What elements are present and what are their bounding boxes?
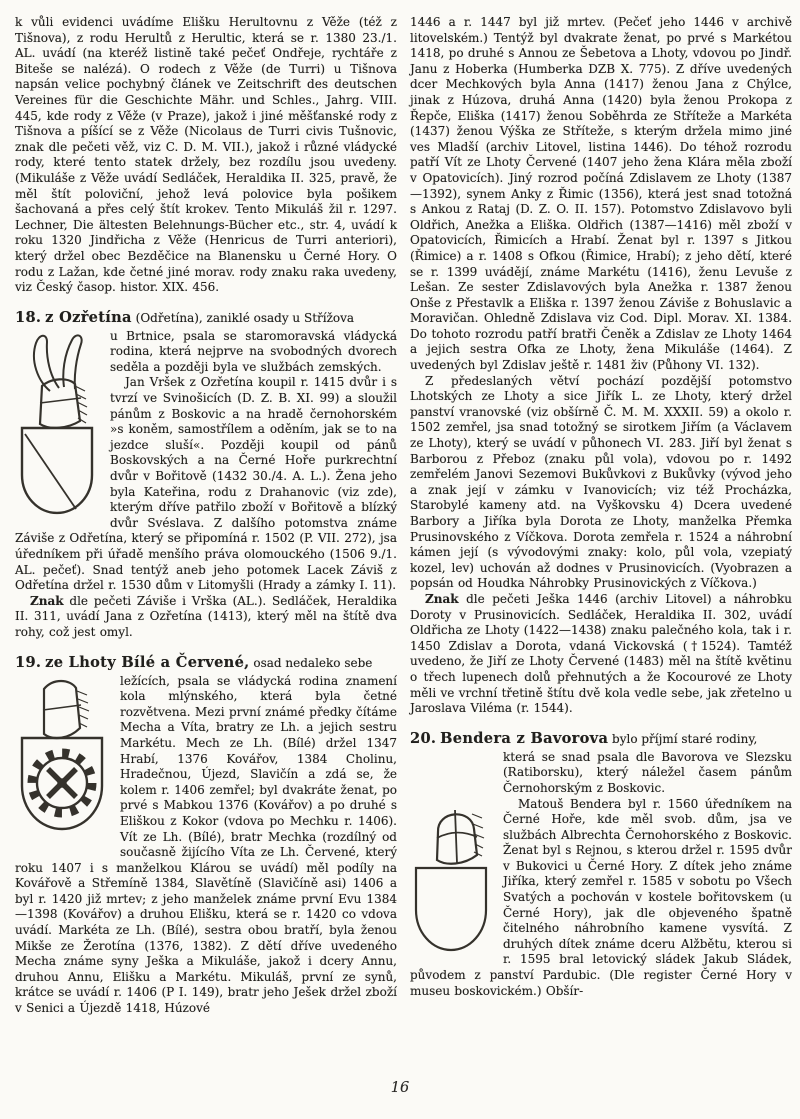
section-number: 19. bbox=[15, 653, 42, 671]
section-lead: osad nedaleko sebe bbox=[253, 655, 373, 670]
section-lead: bylo příjmí staré rodiny, bbox=[612, 731, 758, 746]
znak-paragraph bbox=[410, 592, 792, 717]
left-column bbox=[15, 15, 397, 1017]
section-19-heading bbox=[15, 654, 397, 672]
section-19-lhota bbox=[15, 654, 397, 1017]
paragraph: Z předeslaných větví pochází pozdější potomstvo Lhotských ze Lhoty a sice Jiřík L. ze Lhoty, který držel panství vranovské (viz obšírně Č. M. M. XXXII. 59) a okolo r. 1502 zemřel, jsa snad totožný se sirotkem Jiřím (a Václavem ze Lhoty), který se uvádí v půhonech VI. 283. Jiří byl ženat s Barborou z Přeboz (znaku půl vola), vdovou po r. 1492 zemřelém Janovi Sezemovi Bukůvkovi z Bukůvky (vývod jeho a znak její v zámku v Ivanovicích; viz též Procházka, Starobylé kameny atd. na Vyškovsku 4) Dcera uvedené Barbory a Jiříka byla Dorota ze Lhoty, manželka Přemka Prusinovského z Víčkova. Dorota zemřela r. 1524 a náhrobní kámen její (s vývodovými znaky: kolo, půl vola, vzepiatý kozel, lev) uchován až dodnes v Prusinovicích. (Vyobrazen a popsán od Houdka Náhrobky Prusinovických z Víčkova.) bbox=[410, 373, 792, 591]
znak-paragraph bbox=[15, 594, 397, 641]
paragraph: ležících, psala se vládycká rodina znamení kola mlýnského, která byla četné rozvětvena. Mezi první známé předky čítáme Mecha a Víta, bratry ze Lh. a jejich sestru Markétu. Mech ze Lh. (Bílé) držel 1347 Hrabí, 1376 Kovářov, 1384 Cholinu, Hradečnou, Újezd, Slavičín a zdá se, že kolem r. 1406 zemřel; byl dvakráte ženat, po prvé s Mabkou 1376 (Kovářov) a po druhé s Eliškou z Kokor (vdova po Mechku r. 1406). Vít ze Lh. (Bílé), bratr Mechka (rozdílný od současně žijícího Víta ze Lh. Červené, který roku 1407 i s manželkou Klárou se uvádí) měl podíly na Kovářově a Střemíně 1384, Slavětíně (Slavičíně asi) 1406 a byl r. 1420 již mrtev; z jeho manželek známe první Evu 1384—1398 (Kovářov) a druhou Elišku, která se r. 1420 co vdova uvádí. Markéta ze Lh. (Bílé), sestra obou bratří, byla ženou Mikše ze Žerotína (1376, 1382). Z dětí dříve uvedeného Mecha známe syny Ješka a Mikuláše, jakož i dcery Annu, druhou Annu, Elišku a Markétu. Mikuláš, první ze synů, krátce se uvádí r. 1406 (P I. 149), bratr jeho Ješek držel zboží v Senici a Újezdě 1418, Húzové bbox=[15, 673, 397, 1016]
section-19-body bbox=[15, 674, 397, 1017]
section-number: 18. bbox=[15, 308, 42, 326]
section-18-heading bbox=[15, 309, 397, 327]
intro-paragraph: k vůli evidenci uvádíme Elišku Herultovnu z Věže (též z Tišnova), z rodu Herultů z Herultic, která se r. 1380 23./1. AL. uvádí (na kteréž listině také pečeť Ondřeje, rychtáře z Biteše se nalézá). O rodech z Věže (de Turri) u Tišnova napsán velice pochybný článek ve Zeitschrift des deutschen Vereines für die Geschichte Mähr. und Schles., Jahrg. VIII. 445, kde rody z Věže (v Praze), jakož i jiné měšťanské rody z Tišnova a píšící se z Věže (Nicolaus de Turri civis Tušnovic, znak dle pečeti věž, viz C. D. M. VII.), jakož i různé vládycké rody, které tento statek držely, bez rozdílu jsou uvedeny. (Mikuláše z Věže uvádí Sedláček, Heraldika II. 325, pravě, že měl štít poloviční, jehož levá polovice byla pošikem šachovaná a přes celý štít krokev. Tento Mikuláš žil r. 1297. Lechner, Die ältesten Belehnungs-Bücher etc., str. 4, uvádí k roku 1320 Jindřicha z Věže (Henricus de Turri anteriori), který držel obec Bezděčice na Blanensku u Černé Hory. O rodu z Lažan, kde četné jiné morav. rody znaku raka uvedeny, viz Český časop. histor. XIX. 456. bbox=[15, 15, 397, 295]
paragraph: která se snad psala dle Bavorova ve Slezsku (Ratiborsku), který náležel časem pánům Černohorským z Boskovic. bbox=[503, 749, 792, 795]
paragraph: Jan Vršek z Ozřetína koupil r. 1415 dvůr i s tvrzí ve Svinošicích (D. Z. B. XI. 99) a sloužil pánům z Boskovic a na hradě černohorském »s koněm, samostřílem a oděním, jak se to na jezdce sluší«. Později koupil od pánů Boskovských a na Černé Hoře purkrechtní dvůr v Bořitově (1432 30./4. A. L.). Žena jeho byla Kateřina, rodu z Drahanovic (viz zde), kterým dříve patřilo zboží v Bořitově a blízký dvůr Svéslava. Z dalšího potomstva známe Záviše z Odřetína, který se připomíná r. 1502 (P. VII. 272), jsa úředníkem při úřadě menšího práva olomouckého (1506 9./1. AL. pečeť). Snad tentýž aneb jeho potomek Lacek Záviš z Odřetína držel r. 1530 dům v Litomyšli (Hrady a zámky I. 11). bbox=[15, 375, 397, 593]
znak-label: Znak bbox=[30, 593, 64, 608]
section-20-body bbox=[410, 750, 792, 1000]
section-lead: (Odřetína), zaniklé osady u Střížova bbox=[135, 310, 355, 325]
paragraph: u Brtnice, psala se staromoravská vládycká rodina, která nejprve na svobodných dvorech seděla a později byla ve službách zemských. bbox=[110, 328, 397, 374]
paragraph: Matouš Bendera byl r. 1560 úředníkem na Černé Hoře, kde měl svob. dům, jsa ve službách Albrechta Černohorského z Boskovic. Ženat byl s Rejnou, s kterou držel r. 1595 dvůr v Bukovici u Černé Hory. Z dítek jeho známe Jiříka, který zemřel r. 1585 v sobotu po Všech Svatých a pochován v kostele bořitovskem (u Černé Hory), jak dle objeveného špatně čitelného náhrobního kamene vysvítá. Z druhých dítek známe dceru Alžbětu, kterou si r. 1595 bral letovický sládek Jakub Sládek, původem z panství Pardubic. (Dle register Černé Hory v museu boskovickém.) Obšír- bbox=[410, 796, 792, 998]
section-20-heading bbox=[410, 730, 792, 748]
ozretin-crest-illustration bbox=[17, 331, 97, 517]
section-title: Bendera z Bavorova bbox=[440, 729, 609, 747]
section-title: ze Lhoty Bílé a Červené, bbox=[45, 653, 250, 671]
section-18-body bbox=[15, 329, 397, 641]
znak-text: dle pečeti Záviše i Vrška (AL.). Sedláček, Heraldika II. 311, uvádí Jana z Ozřetína (1413), který měl na štítě dva rohy, což jest omyl. bbox=[15, 593, 397, 639]
section-title: z Ozřetína bbox=[45, 308, 132, 326]
right-column bbox=[410, 15, 792, 1017]
znak-label: Znak bbox=[425, 591, 459, 606]
bendera-crest-illustration bbox=[412, 752, 490, 952]
section-20-bendera bbox=[410, 730, 792, 1000]
lhota-crest-illustration bbox=[17, 676, 107, 844]
section-number: 20. bbox=[410, 729, 437, 747]
page-number: 16 bbox=[390, 1080, 410, 1096]
znak-text: dle pečeti Ješka 1446 (archiv Litovel) a náhrobku Doroty v Prusinovicích. Sedláček, Heraldika II. 302, uvádí Oldřicha ze Lhoty (1422—1438) znaku palečného kola, tak i r. 1450 Zdislav a Dorota, vdaná Vickovská (†1524). Tamtéž uvedeno, že Jiří ze Lhoty Červené (1483) měl na štítě květinu o třech lupenech dolů přehnutých a že Kocourové ze Lhoty měli ve vrchní třetině štítu dvě kola vedle sebe, jak zřetelno u Jaroslava Viléma (r. 1544). bbox=[410, 591, 792, 716]
paragraph: 1446 a r. 1447 byl již mrtev. (Pečeť jeho 1446 v archivě litovelském.) Tentýž byl dvakrate ženat, po prvé s Markétou 1418, po druhé s Annou ze Šebetova a Lhoty, vdovou po Jindř. Janu z Hoberka (Humberka DZB X. 775). Z dříve uvedených dcer Mechkových byla Anna (1417) ženou Jana z Chýlce, jinak z Húzova, druhá Anna (1420) byla ženou Prokopa z Řepče, Eliška (1417) ženou Soběhrda ze Stříteže a Markéta (1437) ženou Výška ze Stříteže, s kterým držela mimo jiné ves Mladší (archiv Litovel, listina 1446). Do téhož rozrodu patří Vít ze Lhoty Červené (1407 jeho žena Klára měla zboží v Opatovicích). Jiný rozrod počíná Zdislavem ze Lhoty (1387—1392), synem Anky z Řimic (1356), která jest snad totožná s Ankou z Rataj (D. Z. O. II. 157). Potomstvo Zdislavovo byli Oldřich, Anežka a Eliška. Oldřich (1387—1416) měl zboží v Opatovicích, Řimicích a Hrabí. Ženat byl r. 1397 s Jitkou (Řimice) a r. 1408 s Ofkou (Řimice, Hrabí); z jeho dětí, které se r. 1399 uvádějí, známe Markétu (1416), ženu Levuše z Lešan. Ze sester Zdislavových byla Anežka r. 1387 ženou Onše z Přestavlk a Eliška r. 1397 ženou Záviše z Bohuslavic a Moravičan. Ohledně Zdislava viz Cod. Dipl. Morav. XI. 1384. Do tohoto rozrodu patří bratři Čeněk a Zdislav ze Lhoty 1464 a jejich sestra Ofka ze Lhoty, žena Mikuláše (1464). Z uvedených byl Zdislav ještě r. 1481 živ (Půhony VI. 132). bbox=[410, 15, 792, 373]
section-18-ozretin bbox=[15, 309, 397, 641]
